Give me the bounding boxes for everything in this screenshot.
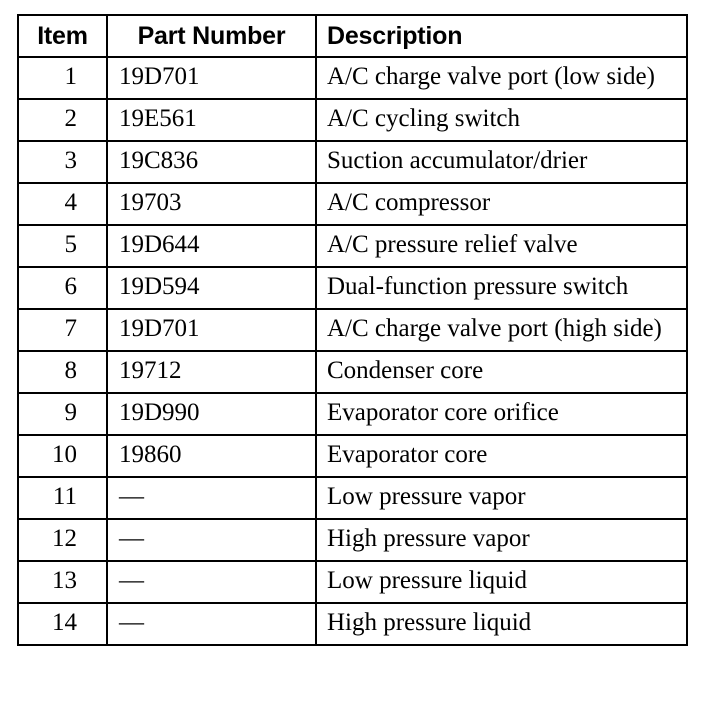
header-part-number: Part Number: [107, 15, 316, 57]
header-description: Description: [316, 15, 687, 57]
item-cell: 12: [18, 519, 107, 561]
part-number-cell: 19D644: [107, 225, 316, 267]
table-row: [18, 225, 687, 267]
part-number-cell: 19D701: [107, 57, 316, 99]
table-row: [18, 99, 687, 141]
table-row: [18, 519, 687, 561]
part-number-cell: 19D594: [107, 267, 316, 309]
description-cell: High pressure vapor: [316, 519, 687, 561]
header-item: Item: [18, 15, 107, 57]
part-number-cell: 19712: [107, 351, 316, 393]
table-row: [18, 141, 687, 183]
description-cell: Dual-function pressure switch: [316, 267, 687, 309]
part-number-cell: 19D990: [107, 393, 316, 435]
item-cell: 13: [18, 561, 107, 603]
description-cell: A/C pressure relief valve: [316, 225, 687, 267]
table-row: [18, 267, 687, 309]
item-cell: 10: [18, 435, 107, 477]
table-row: [18, 57, 687, 99]
table-body: [18, 57, 687, 645]
part-number-cell: 19C836: [107, 141, 316, 183]
item-cell: 5: [18, 225, 107, 267]
table-row: [18, 351, 687, 393]
table-row: [18, 393, 687, 435]
table-row: [18, 435, 687, 477]
part-number-cell: —: [107, 603, 316, 645]
part-number-cell: 19860: [107, 435, 316, 477]
description-cell: Low pressure liquid: [316, 561, 687, 603]
item-cell: 6: [18, 267, 107, 309]
description-cell: Evaporator core: [316, 435, 687, 477]
description-cell: Condenser core: [316, 351, 687, 393]
parts-table: [17, 14, 688, 646]
item-cell: 7: [18, 309, 107, 351]
description-cell: A/C cycling switch: [316, 99, 687, 141]
part-number-cell: —: [107, 519, 316, 561]
part-number-cell: 19E561: [107, 99, 316, 141]
item-cell: 3: [18, 141, 107, 183]
description-cell: Suction accumulator/drier: [316, 141, 687, 183]
item-cell: 8: [18, 351, 107, 393]
part-number-cell: —: [107, 561, 316, 603]
description-cell: High pressure liquid: [316, 603, 687, 645]
item-cell: 1: [18, 57, 107, 99]
table-row: [18, 561, 687, 603]
item-cell: 11: [18, 477, 107, 519]
item-cell: 4: [18, 183, 107, 225]
description-cell: A/C compressor: [316, 183, 687, 225]
part-number-cell: 19D701: [107, 309, 316, 351]
part-number-cell: —: [107, 477, 316, 519]
part-number-cell: 19703: [107, 183, 316, 225]
item-cell: 2: [18, 99, 107, 141]
description-cell: A/C charge valve port (low side): [316, 57, 687, 99]
description-cell: Low pressure vapor: [316, 477, 687, 519]
item-cell: 9: [18, 393, 107, 435]
table-row: [18, 477, 687, 519]
item-cell: 14: [18, 603, 107, 645]
description-cell: A/C charge valve port (high side): [316, 309, 687, 351]
description-cell: Evaporator core orifice: [316, 393, 687, 435]
table-row: [18, 183, 687, 225]
table-row: [18, 603, 687, 645]
table-row: [18, 309, 687, 351]
table-header: [18, 15, 687, 57]
header-row: [18, 15, 687, 57]
